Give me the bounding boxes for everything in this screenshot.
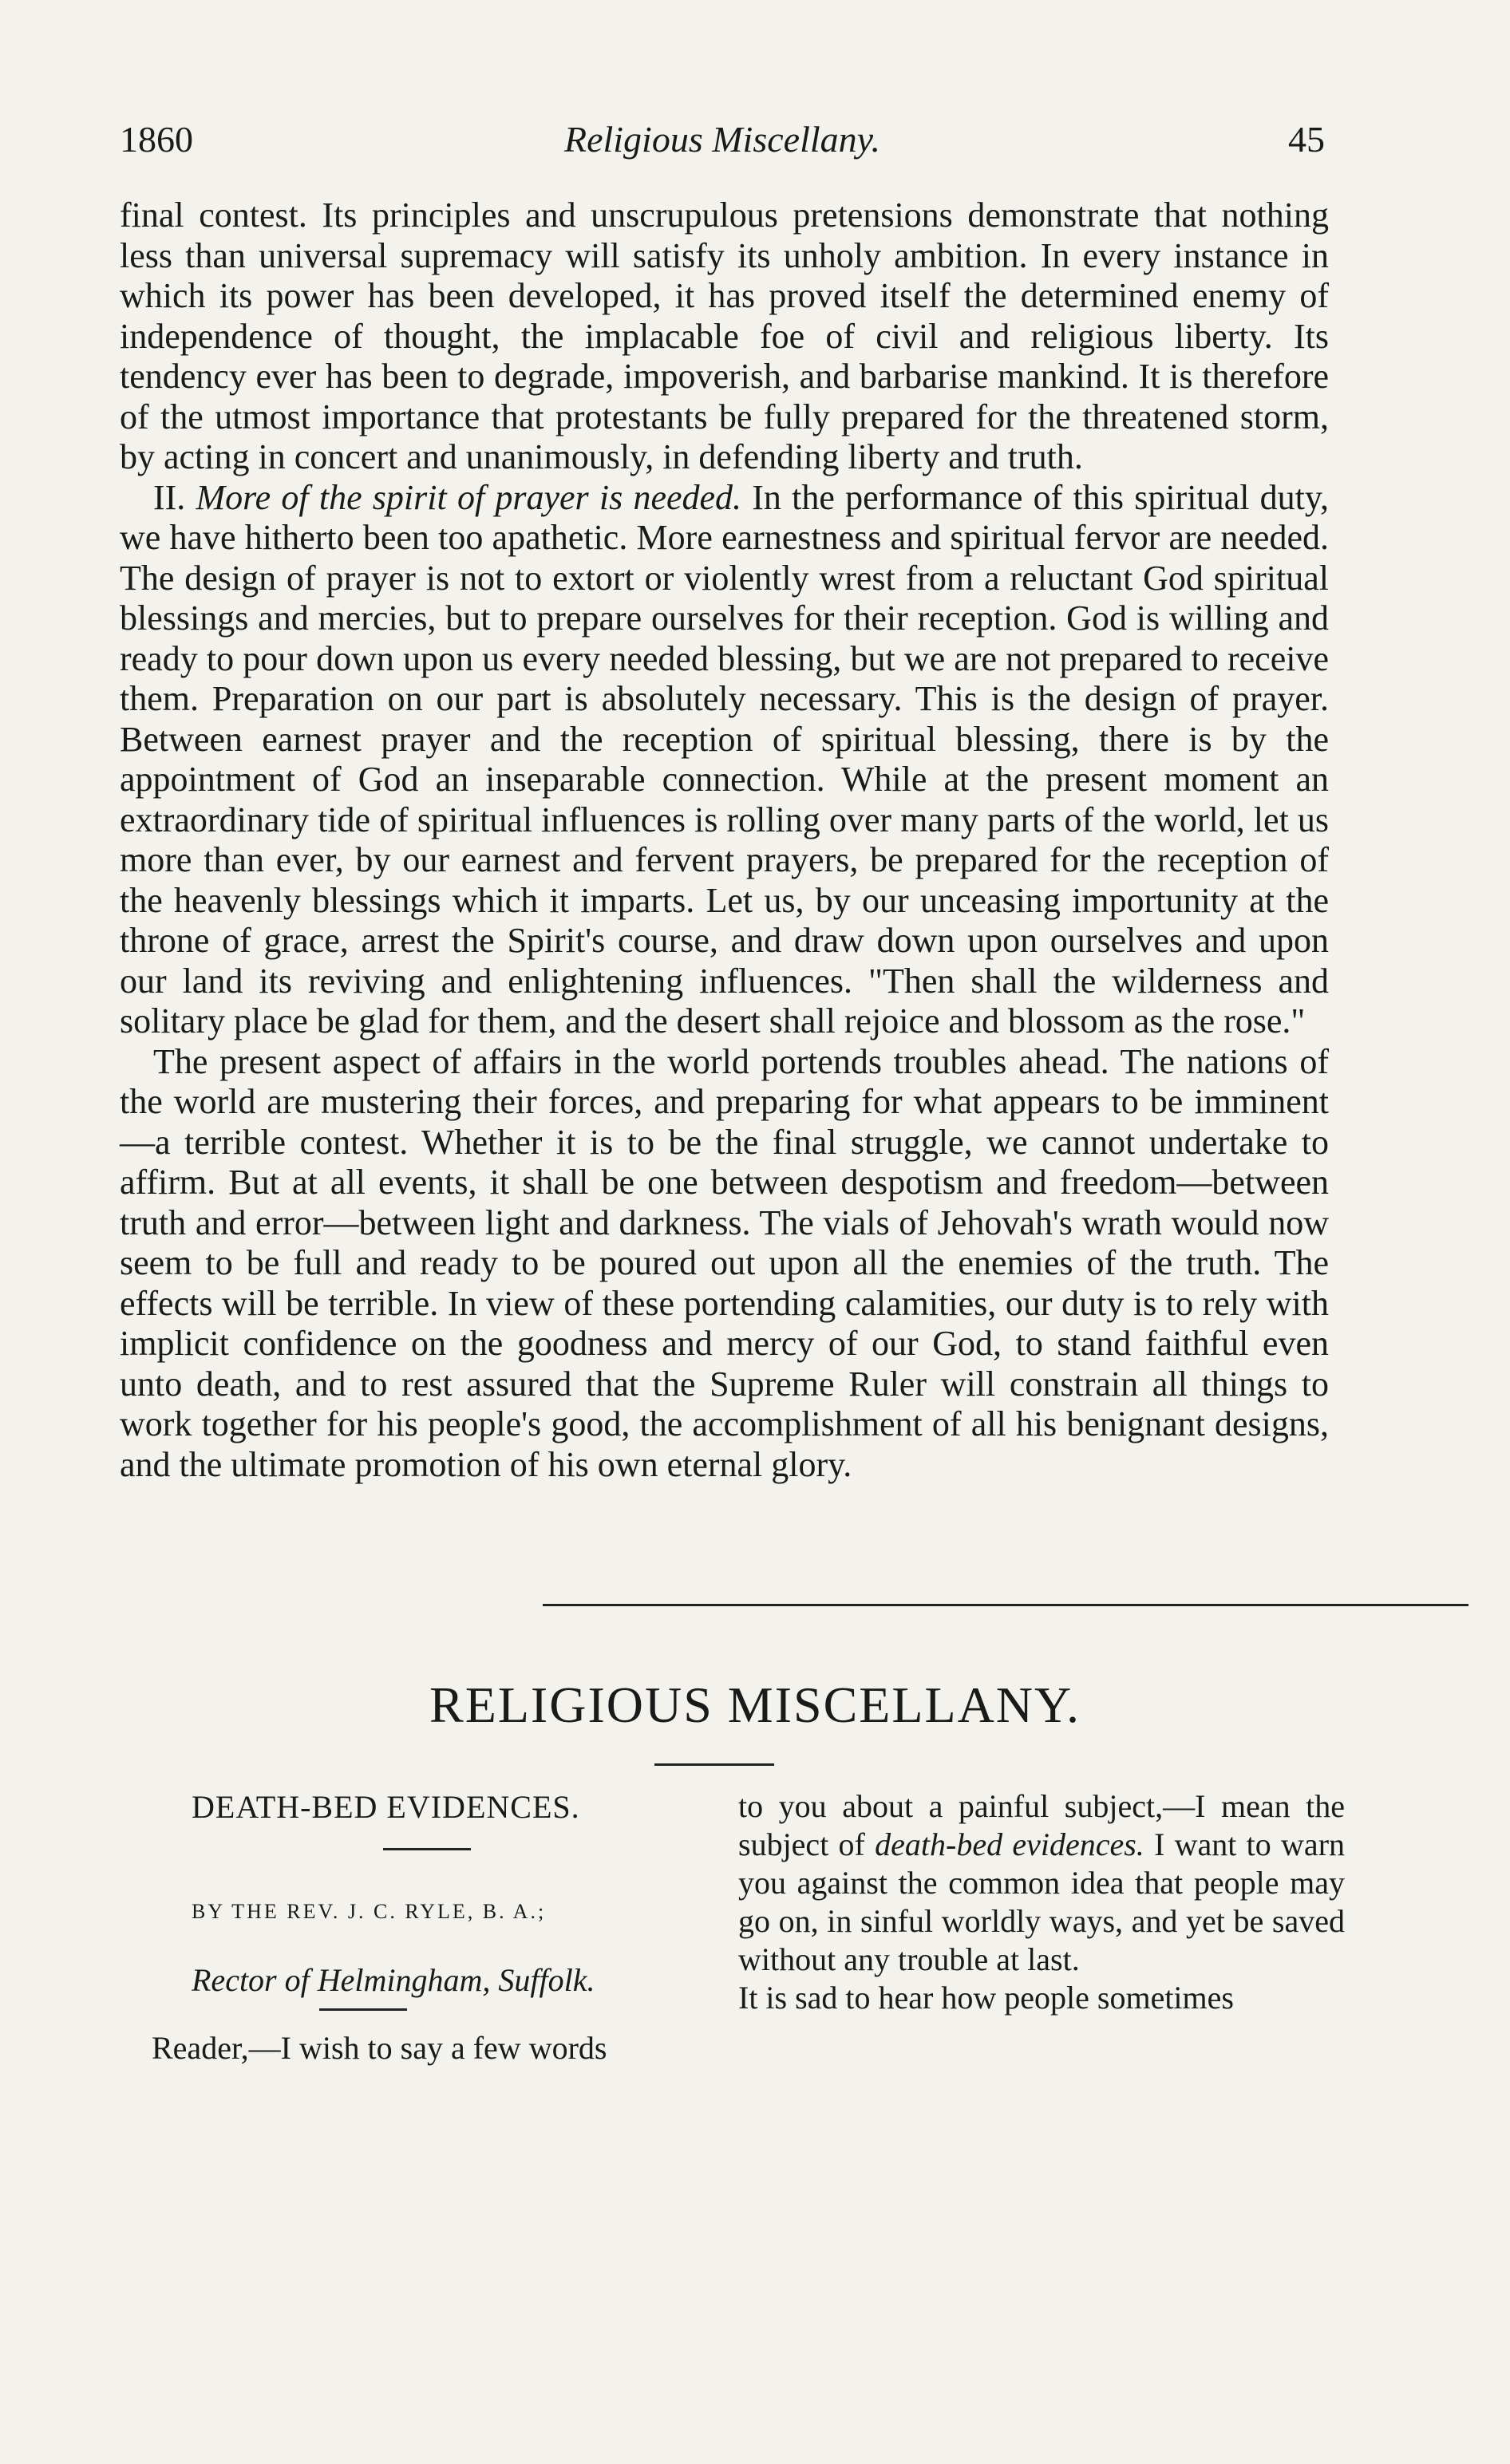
article-text-1: to you about a painful subject,—I mean the subject of: [738, 1788, 1345, 1862]
running-head: [120, 118, 1325, 166]
article-body-column: [738, 1787, 1345, 2017]
paragraph-3: The present aspect of affairs in the world portends troubles ahead. The nations of the world are mustering their forces, and preparing for what appears to be imminent—a terrible contest. Whether it is to be the final struggle, we cannot undertake to affirm. But at all events, it shall be one between despotism and freedom—between truth and error—between light and darkness. The vials of Jehovah's wrath would now seem to be full and ready to be poured out upon all the enemies of the truth. The effects will be terrible. In view of these portending calamities, our duty is to rely with implicit confidence on the goodness and mercy of our God, to stand faithful even unto death, and to rest assured that the Supreme Ruler will constrain all things to work together for his people's good, the accomplishment of all his benignant designs, and the ultimate promotion of his own eternal glory.: [120, 1041, 1329, 1484]
article-header-column: [152, 1787, 718, 2068]
paragraph-1: final contest. Its principles and unscrupulous pretensions demonstrate that nothing less than universal supremacy will satisfy its unholy ambition. In every instance in which its power has been developed, it has proved itself the determined enemy of independence of thought, the implacable foe of civil and religious liberty. Its tendency ever has been to degrade, impoverish, and barbarise mankind. It is therefore of the utmost importance that protestants be fully prepared for the threatened storm, by acting in concert and unanimously, in defending liberty and truth.: [120, 195, 1329, 476]
section-heading: RELIGIOUS MISCELLANY.: [429, 1676, 1081, 1733]
article-paragraph-2: It is sad to hear how people sometimes: [738, 1980, 1234, 2016]
heading-underline: [654, 1763, 774, 1766]
article-text-italic: death-bed evidences.: [875, 1826, 1144, 1862]
header-year: 1860: [120, 119, 193, 160]
divider-rule: [543, 1604, 1468, 1606]
header-title: Religious Miscellany.: [563, 119, 881, 160]
section-heading-italic: More of the spirit of prayer is needed.: [196, 477, 742, 517]
main-text-column: [120, 195, 1329, 1485]
title-rule: [383, 1848, 471, 1850]
affiliation-rule: [319, 2008, 407, 2011]
article-paragraph-1: [738, 1787, 1345, 1979]
paragraph-2-text: In the performance of this spiritual duty, we have hitherto been too apathetic. More earnestness and spiritual fervor are needed. The design of prayer is not to extort or violently wrest from a reluctant God spiritual blessings and mercies, but to prepare ourselves for their reception. God is willing and ready to pour down upon us every needed blessing, but we are not prepared to receive them. Preparation on our part is absolutely necessary. This is the design of prayer. Between earnest prayer and the reception of spiritual blessing, there is by the appointment of God an inseparable connection. While at the present moment an extraordinary tide of spiritual influences is rolling over many parts of the world, let us more than ever, by our earnest and fervent prayers, be prepared for the reception of the heavenly blessings which it imparts. Let us, by our unceasing importunity at the throne of grace, arrest the Spirit's course, and draw down upon ourselves and upon our land its reviving and enlightening influences. "Then shall the wilderness and solitary place be glad for them, and the desert shall rejoice and blossom as the rose.": [120, 477, 1330, 1040]
article-text-2: I want to warn you against the common idea that people may go on, in sinful worldly ways, and yet be saved without any trouble at last.: [738, 1826, 1346, 1977]
section-numeral: II.: [153, 477, 186, 517]
article-opening: Reader,—I wish to say a few words: [152, 2030, 607, 2066]
page-number: 45: [1288, 119, 1325, 160]
author-affiliation: Rector of Helmingham, Suffolk.: [192, 1962, 595, 1998]
paragraph-2: [120, 478, 1329, 1042]
article-title: DEATH-BED EVIDENCES.: [192, 1789, 580, 1825]
article-byline: BY THE REV. J. C. RYLE, B. A.;: [192, 1900, 547, 1923]
